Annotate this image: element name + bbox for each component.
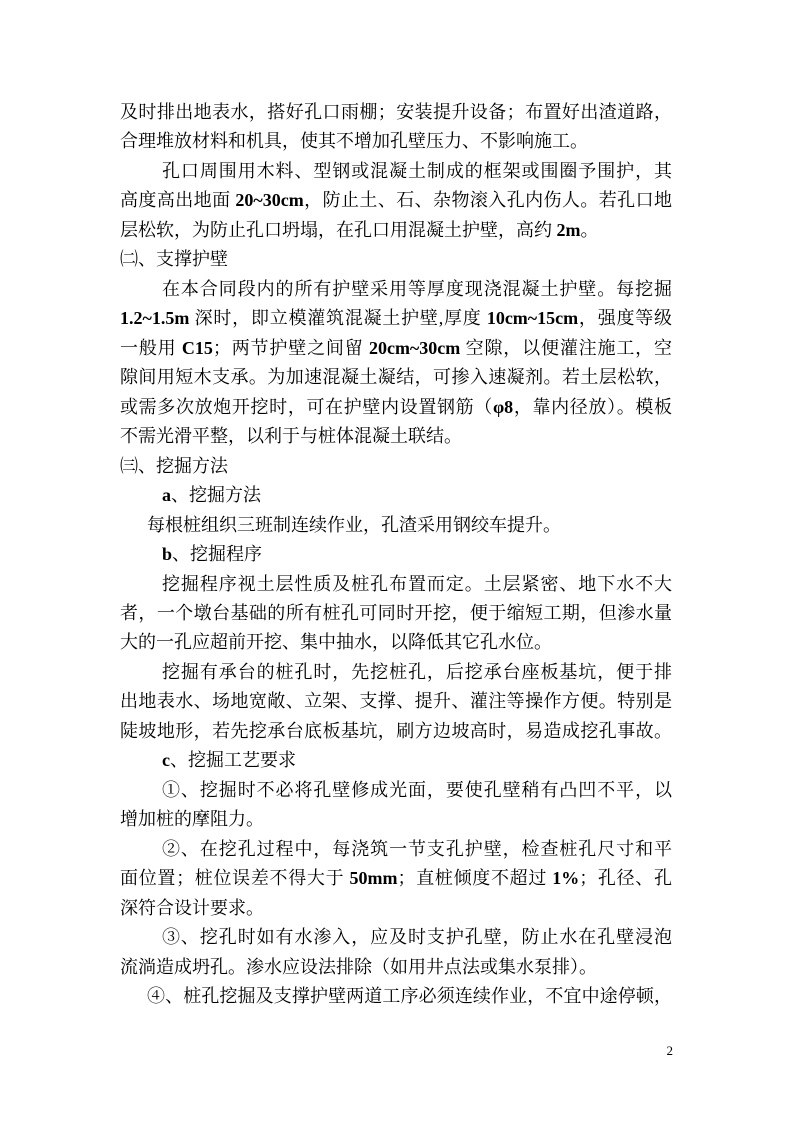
latin-run: 20cm~30cm (368, 337, 461, 358)
text-line: 流淌造成坍孔。渗水应设法排除（如用井点法或集水泵排）。 (120, 956, 597, 977)
text-line: 深符合设计要求。 (120, 897, 264, 918)
text-line: 挖掘程序视土层性质及桩孔布置而定。土层紧密、地下水不大 (162, 573, 672, 594)
paragraph-method (120, 511, 672, 540)
requirement-item-1 (120, 776, 672, 835)
section-heading: ㈡、支撑护壁 (120, 249, 228, 270)
text-line: 面位置；桩位误差不得大于 50mm；直桩倾度不超过 1%；孔径、孔 (120, 868, 673, 889)
text-line: 每根桩组织三班制连续作业，孔渣采用钢绞车提升。 (147, 514, 561, 535)
section-heading-2 (120, 245, 672, 274)
text-line: 大的一孔应超前开挖、集中抽水，以降低其它孔水位。 (120, 632, 552, 653)
subsection-heading-b (120, 540, 672, 569)
page-number: 2 (666, 1043, 673, 1058)
subsection-heading-a (120, 481, 672, 510)
text-line: 合理堆放材料和机具，使其不增加孔壁压力、不影响施工。 (120, 131, 588, 152)
subsection-heading-c (120, 746, 672, 775)
latin-run: b (162, 544, 173, 565)
text-line: 挖掘有承台的桩孔时，先挖桩孔，后挖承台座板基坑，便于排 (162, 661, 672, 682)
latin-run: C15 (181, 337, 213, 358)
text-line: 高度高出地面 20~30cm，防止土、石、杂物滚入孔内伤人。若孔口地 (120, 190, 673, 211)
latin-run: a (162, 485, 171, 506)
text-line: ③、挖孔时如有水渗入，应及时支护孔壁，防止水在孔壁浸泡 (162, 927, 672, 948)
section-heading-3 (120, 452, 672, 481)
text-line: 者，一个墩台基础的所有桩孔可同时开挖，便于缩短工期，但渗水量 (120, 602, 672, 623)
document-body (120, 98, 672, 1012)
latin-run: 1.2~1.5m (120, 308, 190, 329)
text-line: 在本合同段内的所有护壁采用等厚度现浇混凝土护壁。每挖掘 (162, 278, 672, 299)
requirement-item-4 (120, 982, 672, 1011)
text-line: 一般用 C15；两节护壁之间留 20cm~30cm 空隙，以便灌注施工，空 (120, 337, 673, 358)
paragraph-continued (120, 98, 672, 157)
paragraph-procedure-2 (120, 658, 672, 746)
section-heading: ㈢、挖掘方法 (120, 455, 228, 476)
text-line: 1.2~1.5m 深时，即立模灌筑混凝土护壁,厚度 10cm~15cm，强度等级 (120, 308, 673, 329)
paragraph-procedure-1 (120, 570, 672, 658)
latin-run: 50mm (349, 868, 398, 889)
latin-run: 1% (552, 868, 580, 889)
text-line: 陡坡地形，若先挖承台底板基坑，刷方边坡高时，易造成挖孔事故。 (120, 720, 672, 741)
subsection-heading: b、挖掘程序 (162, 544, 263, 565)
latin-run: c (162, 750, 170, 771)
paragraph-wall-support (120, 275, 672, 452)
text-line: ①、挖掘时不必将孔壁修成光面，要使孔壁稍有凸凹不平，以 (162, 779, 672, 800)
text-line: 隙间用短木支承。为加速混凝土凝结，可掺入速凝剂。若土层松软， (120, 367, 672, 388)
text-line: 层松软，为防止孔口坍塌，在孔口用混凝土护壁，高约 2m。 (120, 219, 599, 240)
latin-run: φ8 (492, 396, 514, 417)
text-line: ②、在挖孔过程中，每浇筑一节支孔护壁，检查桩孔尺寸和平 (162, 838, 672, 859)
text-line: 出地表水、场地宽敞、立架、支撑、提升、灌注等操作方便。特别是 (120, 691, 672, 712)
text-line: ④、桩孔挖掘及支撑护壁两道工序必须连续作业，不宜中途停顿， (147, 986, 672, 1007)
text-line: 或需多次放炮开挖时，可在护壁内设置钢筋（φ8，靠内径放）。模板 (120, 396, 673, 417)
text-line: 及时排出地表水，搭好孔口雨棚；安装提升设备；布置好出渣道路， (120, 102, 672, 122)
text-line: 不需光滑平整，以利于与桩体混凝土联结。 (120, 426, 462, 447)
latin-run: 10cm~15cm (486, 308, 579, 329)
subsection-heading: c、挖掘工艺要求 (162, 750, 296, 771)
subsection-heading: a、挖掘方法 (162, 485, 261, 506)
text-line: 增加桩的摩阻力。 (120, 809, 264, 830)
requirement-item-2 (120, 835, 672, 923)
paragraph-opening-guard (120, 157, 672, 245)
text-line: 孔口周围用木料、型钢或混凝土制成的框架或围圈予围护，其 (162, 160, 672, 181)
requirement-item-3 (120, 923, 672, 982)
latin-run: 20~30cm (235, 190, 304, 211)
latin-run: 2m (556, 219, 581, 240)
